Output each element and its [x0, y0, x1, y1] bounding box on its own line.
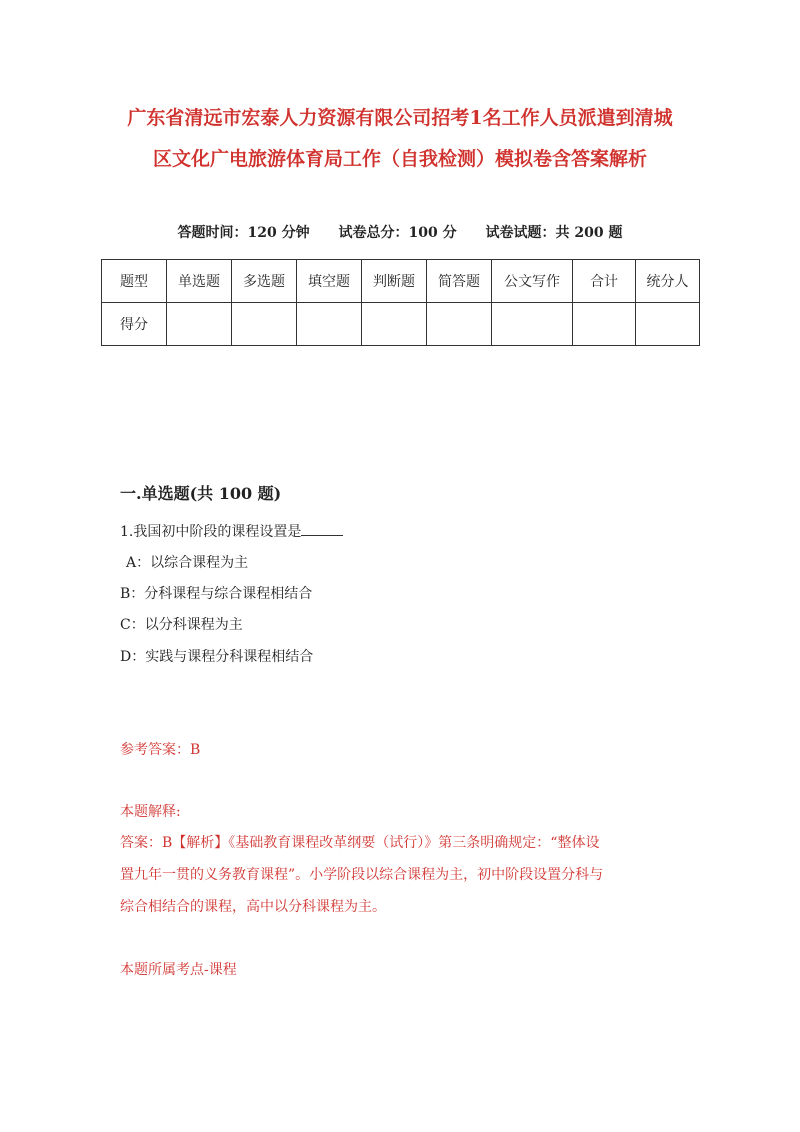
header-cell: 填空题: [297, 260, 362, 303]
question-stem: [120, 521, 343, 541]
section-title: 一.单选题(共 100 题): [120, 484, 282, 503]
header-cell: 统分人: [636, 260, 700, 303]
option-d: D：实践与课程分科课程相结合: [120, 649, 314, 665]
option-b: B：分科课程与综合课程相结合: [120, 586, 313, 602]
score-cell: [492, 303, 573, 346]
header-cell: 简答题: [427, 260, 492, 303]
score-table-score-row: [102, 303, 700, 346]
option-a: A：以综合课程为主: [126, 555, 249, 571]
header-cell: 单选题: [167, 260, 232, 303]
explanation-label: 本题解释:: [120, 804, 181, 820]
score-table-header-row: [102, 260, 700, 303]
topic-label: 本题所属考点-课程: [120, 962, 237, 978]
exam-time: 答题时间：120 分钟: [177, 225, 310, 241]
score-cell: [232, 303, 297, 346]
exam-total-score: 试卷总分：100 分: [338, 225, 457, 241]
score-cell: [167, 303, 232, 346]
score-cell: [427, 303, 492, 346]
explanation-line-1: 答案：B【解析】《基础教育课程改革纲要（试行）》第三条明确规定：“整体设: [120, 835, 600, 851]
score-cell: [573, 303, 636, 346]
header-cell: 多选题: [232, 260, 297, 303]
header-cell: 判断题: [362, 260, 427, 303]
document-title-line-2: 区文化广电旅游体育局工作（自我检测）模拟卷含答案解析: [152, 148, 647, 170]
question-stem-text: 1.我国初中阶段的课程设置是: [120, 524, 302, 540]
header-cell: 公文写作: [492, 260, 573, 303]
score-table: [101, 259, 700, 346]
explanation-line-2: 置九年一贯的义务教育课程”。小学阶段以综合课程为主，初中阶段设置分科与: [120, 867, 604, 883]
score-row-label: 得分: [102, 303, 167, 346]
score-cell: [636, 303, 700, 346]
header-cell: 合计: [573, 260, 636, 303]
explanation-line-3: 综合相结合的课程，高中以分科课程为主。: [120, 899, 386, 915]
header-cell: 题型: [102, 260, 167, 303]
exam-question-count: 试卷试题：共 200 题: [485, 225, 623, 241]
option-c: C：以分科课程为主: [120, 617, 243, 633]
reference-answer: 参考答案：B: [120, 742, 201, 758]
score-cell: [362, 303, 427, 346]
answer-blank: [301, 521, 343, 536]
document-title-line-1: 广东省清远市宏泰人力资源有限公司招考1名工作人员派遣到清城: [127, 107, 673, 129]
score-cell: [297, 303, 362, 346]
exam-meta: [0, 222, 800, 242]
